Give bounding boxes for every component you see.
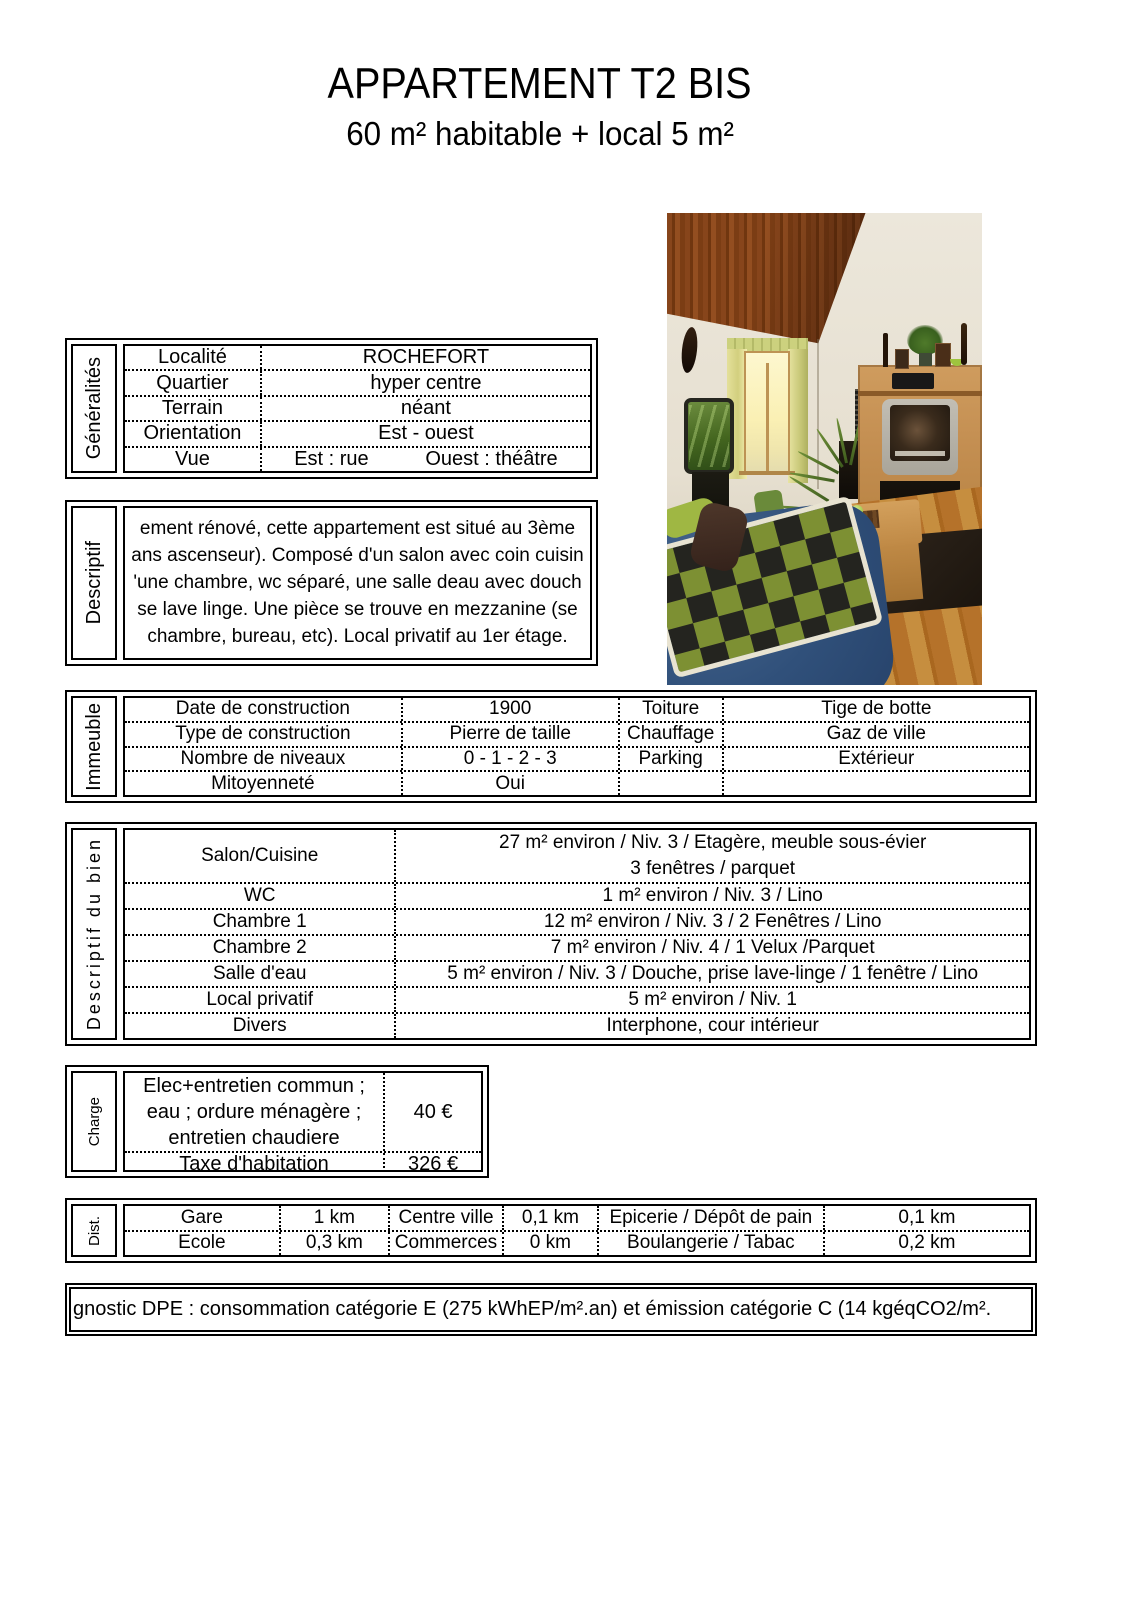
photo-tv-subtitle-strip [895,451,945,456]
distance-place: Boulangerie / Tabac [597,1232,823,1256]
photo-picture-frame [935,343,951,367]
row-value: 7 m² environ / Niv. 4 / 1 Velux /Parquet [394,936,1029,960]
photo-picture-frame [895,349,909,369]
section-distances [65,1198,1037,1263]
section-descriptif [65,500,598,666]
immeuble-label-cell [71,696,117,797]
photo-window-mullion [766,363,769,475]
row-value: 0 - 1 - 2 - 3 [401,748,618,771]
table-row [125,395,590,420]
value-line: 27 m² environ / Niv. 3 / Etagère, meuble sous-évier [499,832,927,853]
row-label: Divers [232,1015,287,1036]
distances-label: Dist. [85,1215,103,1246]
distance-place: Centre ville [388,1206,502,1230]
bien-label-cell [71,828,117,1040]
vue-west: Ouest : théâtre [425,447,558,470]
table-row [125,1073,481,1151]
row-value: 5 m² environ / Niv. 1 [394,988,1029,1012]
row-value: néant [260,397,590,420]
immeuble-label: Immeuble [82,702,105,791]
charge-table [123,1071,483,1172]
distance-place: Ecole [178,1232,226,1254]
page-subtitle: 60 m² habitable + local 5 m² [346,115,734,152]
table-row [125,420,590,445]
descriptif-text [125,508,590,658]
distance-value: 0 km [502,1232,597,1256]
descriptif-label: Descriptif [82,541,105,625]
descriptif-box [123,506,592,660]
row-value: Tige de botte [722,698,1029,721]
row-value: Pierre de taille [401,723,618,746]
page-title-wrap [0,60,1080,108]
row-label: Quartier [156,371,229,394]
photo-aquarium-plants [689,405,729,467]
row-label: Toiture [618,698,722,721]
row-label: Mitoyenneté [211,772,315,794]
descriptif-line: chambre, bureau, etc). Local privatif au 1er étage. [147,626,568,647]
distance-place: Epicerie / Dépôt de pain [597,1206,823,1230]
dpe-box [69,1287,1033,1332]
distance-value: 0,3 km [279,1232,388,1256]
photo-window-sill [739,471,795,475]
row-label: Localité [157,346,227,369]
table-row [125,369,590,394]
page-subtitle-wrap [0,116,1080,152]
descriptif-line: ans ascenseur). Composé d'un salon avec coin cuisin [131,545,584,566]
descriptif-line: 'une chambre, wc séparé, une salle deau avec douch [133,572,582,593]
row-label: Date de construction [175,698,350,720]
photo-plant-pot [919,353,932,366]
row-value: 326 € [383,1153,481,1172]
row-value: Interphone, cour intérieur [394,1014,1029,1038]
table-row [125,830,1029,882]
row-value [722,772,1029,795]
row-label: Chauffage [618,723,722,746]
descriptif-line: se lave linge. Une pièce se trouve en mezzanine (se [137,599,578,620]
row-label [125,1073,383,1151]
row-value: ROCHEFORT [260,346,590,369]
row-value: Est - ouest [260,422,590,445]
distance-value: 0,1 km [502,1206,597,1230]
row-label: Parking [618,748,722,771]
section-dpe [65,1283,1037,1336]
table-row [125,908,1029,934]
table-row [125,770,1029,795]
row-value [260,448,590,471]
row-value: hyper centre [260,371,590,394]
table-row [125,986,1029,1012]
row-value: 5 m² environ / Niv. 3 / Douche, prise lave-linge / 1 fenêtre / Lino [394,962,1029,986]
charge-line: entretien chaudiere [168,1127,340,1149]
bien-table [123,828,1031,1040]
row-label [618,772,722,795]
listing-photo [667,213,982,685]
row-value: Gaz de ville [722,723,1029,746]
row-label: Local privatif [206,989,314,1010]
distance-value: 1 km [279,1206,388,1230]
photo-cabinet-shelf [858,391,982,396]
row-label: WC [243,885,276,906]
page-title: APPARTEMENT T2 BIS [327,59,752,108]
dpe-text: gnostic DPE : consommation catégorie E (275 kWhEP/m².an) et émission catégorie C (14 kgéqCO2/m². [73,1298,992,1320]
generalites-label-cell [71,344,117,473]
generalites-label: Généralités [82,357,105,460]
table-row [125,934,1029,960]
table-row [125,346,590,369]
table-row [125,882,1029,908]
row-label: Taxe d'habitation [179,1153,329,1172]
photo-curtain-right [788,349,808,483]
photo-wall-corner [817,339,819,489]
row-label: Orientation [143,422,242,445]
value-line: 3 fenêtres / parquet [630,858,796,879]
row-value: 1900 [401,698,618,721]
table-row [125,1230,1029,1256]
distances-label-cell [71,1204,117,1257]
vue-east: Est : rue [294,447,369,470]
row-label: Chambre 1 [212,911,307,932]
row-value: 1 m² environ / Niv. 3 / Lino [394,884,1029,908]
row-value: Extérieur [722,748,1029,771]
photo-statuette [961,323,967,365]
distance-value: 0,1 km [823,1206,1029,1230]
charge-label-cell [71,1071,117,1172]
table-row [125,746,1029,771]
distance-place: Gare [180,1206,223,1228]
descriptif-line: ement rénové, cette appartement est situé au 3ème [139,518,576,539]
immeuble-table [123,696,1031,797]
row-label: Chambre 2 [212,937,307,958]
charge-label: Charge [85,1096,103,1147]
table-row [125,698,1029,721]
section-descriptif-du-bien [65,822,1037,1046]
row-value [394,830,1029,882]
section-charge [65,1065,489,1178]
distances-table [123,1204,1031,1257]
table-row [125,1012,1029,1038]
row-value: 40 € [383,1073,481,1151]
table-row [125,1206,1029,1230]
photo-bottle [883,333,888,367]
charge-line: eau ; ordure ménagère ; [146,1101,362,1123]
row-label: Salle d'eau [212,963,307,984]
descriptif-label-cell [71,506,117,660]
row-value: 12 m² environ / Niv. 3 / 2 Fenêtres / Lino [394,910,1029,934]
table-row [125,960,1029,986]
table-row [125,1151,481,1172]
photo-hifi [892,373,934,389]
section-generalites [65,338,598,479]
charge-line: Elec+entretien commun ; [143,1075,365,1097]
generalites-table [123,344,592,473]
row-label: Nombre de niveaux [180,747,346,769]
section-immeuble [65,690,1037,803]
distance-value: 0,2 km [823,1232,1029,1256]
distance-place: Commerces [388,1232,502,1256]
table-row [125,446,590,471]
row-label: Terrain [161,397,223,420]
row-value: Oui [401,772,618,795]
row-label: Vue [175,447,210,470]
row-label: Salon/Cuisine [201,845,319,866]
row-label: Type de construction [175,723,351,745]
bien-label: Descriptif du bien [83,837,104,1031]
table-row [125,721,1029,746]
photo-wall-mask [680,326,700,373]
